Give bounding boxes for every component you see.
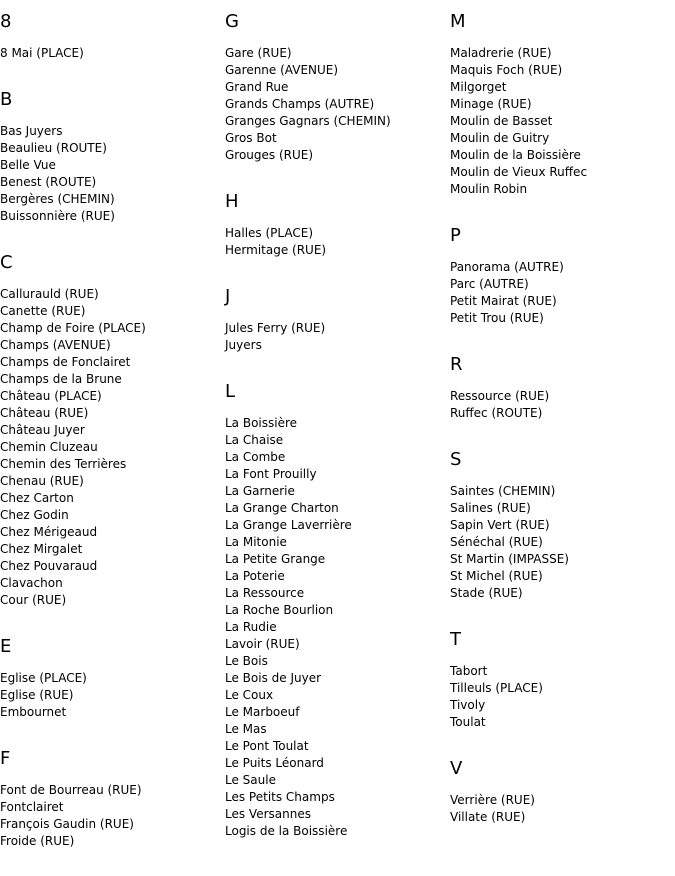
street-list: [225, 320, 447, 354]
letter-group: [450, 628, 672, 731]
index-column: [450, 10, 672, 852]
street-name: Château (PLACE): [0, 389, 102, 403]
street-name: Salines (RUE): [450, 501, 531, 515]
street-name: Logis de la Boissière: [225, 824, 348, 838]
street-name: Chez Mérigeaud: [0, 525, 98, 539]
street-name: Granges Gagnars (CHEMIN): [225, 114, 391, 128]
street-list: [450, 388, 672, 422]
street-name: Bas Juyers: [0, 124, 63, 138]
street-name: Embournet: [0, 705, 67, 719]
letter-group: [0, 88, 222, 225]
street-name: Chemin des Terrières: [0, 457, 127, 471]
letter-group: [0, 635, 222, 721]
group-letter-heading: B: [0, 89, 13, 110]
group-letter-heading: J: [225, 286, 231, 307]
group-letter-heading: V: [450, 758, 463, 779]
street-name: Petit Trou (RUE): [450, 311, 544, 325]
street-name: Benest (ROUTE): [0, 175, 97, 189]
street-name: La Mitonie: [225, 535, 287, 549]
street-name: Froide (RUE): [0, 834, 75, 848]
street-name: Chenau (RUE): [0, 474, 84, 488]
group-letter-heading: C: [0, 252, 13, 273]
street-name: Beaulieu (ROUTE): [0, 141, 107, 155]
street-name: Les Petits Champs: [225, 790, 335, 804]
street-name: Moulin de Guitry: [450, 131, 550, 145]
street-name: Le Bois de Juyer: [225, 671, 322, 685]
letter-group: [450, 448, 672, 602]
group-letter-heading: T: [450, 629, 461, 650]
street-list: [225, 45, 447, 164]
street-name: La Chaise: [225, 433, 284, 447]
street-name: Moulin de Vieux Ruffec: [450, 165, 588, 179]
street-name: Champs de la Brune: [0, 372, 122, 386]
street-name: Grouges (RUE): [225, 148, 314, 162]
group-letter-heading: 8: [0, 11, 12, 32]
street-list: [0, 670, 222, 721]
street-name: Chez Godin: [0, 508, 69, 522]
street-name: Chemin Cluzeau: [0, 440, 98, 454]
letter-group: [450, 353, 672, 422]
street-list: [450, 483, 672, 602]
street-name: Chez Carton: [0, 491, 74, 505]
group-letter-heading: G: [225, 11, 239, 32]
letter-group: [0, 747, 222, 850]
street-name: Halles (PLACE): [225, 226, 314, 240]
street-name: Clavachon: [0, 576, 63, 590]
street-name: Bergères (CHEMIN): [0, 192, 115, 206]
street-list: [0, 286, 222, 609]
street-name: Milgorget: [450, 80, 507, 94]
street-name: Le Marboeuf: [225, 705, 300, 719]
street-name: Le Mas: [225, 722, 267, 736]
street-name: Parc (AUTRE): [450, 277, 529, 291]
street-name: Le Saule: [225, 773, 276, 787]
index-column: [0, 10, 222, 876]
street-name: Stade (RUE): [450, 586, 523, 600]
street-name: Château (RUE): [0, 406, 89, 420]
letter-group: [225, 380, 447, 840]
street-name: Callurauld (RUE): [0, 287, 99, 301]
street-name: Moulin de la Boissière: [450, 148, 581, 162]
street-name: La Combe: [225, 450, 286, 464]
street-name: Le Puits Léonard: [225, 756, 324, 770]
street-name: Château Juyer: [0, 423, 85, 437]
street-name: Eglise (RUE): [0, 688, 74, 702]
street-name: La Garnerie: [225, 484, 295, 498]
street-name: La Roche Bourlion: [225, 603, 334, 617]
street-name: Font de Bourreau (RUE): [0, 783, 142, 797]
street-name: La Poterie: [225, 569, 285, 583]
group-letter-heading: L: [225, 381, 236, 402]
street-list: [0, 123, 222, 225]
street-name: Sapin Vert (RUE): [450, 518, 550, 532]
street-name: Lavoir (RUE): [225, 637, 300, 651]
street-name: Cour (RUE): [0, 593, 67, 607]
group-letter-heading: H: [225, 191, 239, 212]
letter-group: [0, 10, 222, 62]
street-name: Sénéchal (RUE): [450, 535, 543, 549]
street-name: Tilleuls (PLACE): [450, 681, 543, 695]
street-name: La Petite Grange: [225, 552, 326, 566]
street-name: Gare (RUE): [225, 46, 292, 60]
street-name: Les Versannes: [225, 807, 311, 821]
street-list: [450, 792, 672, 826]
street-name: Chez Pouvaraud: [0, 559, 98, 573]
street-name: Le Bois: [225, 654, 268, 668]
street-name: 8 Mai (PLACE): [0, 46, 84, 60]
letter-group: [225, 190, 447, 259]
street-name: Tivoly: [450, 698, 486, 712]
group-letter-heading: S: [450, 449, 462, 470]
group-letter-heading: P: [450, 225, 461, 246]
letter-group: [450, 10, 672, 198]
street-name: Saintes (CHEMIN): [450, 484, 556, 498]
street-name: Fontclairet: [0, 800, 64, 814]
street-list: [225, 225, 447, 259]
street-name: Champs (AVENUE): [0, 338, 111, 352]
letter-group: [225, 285, 447, 354]
street-name: Villate (RUE): [450, 810, 526, 824]
street-name: François Gaudin (RUE): [0, 817, 134, 831]
street-name: St Michel (RUE): [450, 569, 543, 583]
street-name: Ruffec (ROUTE): [450, 406, 543, 420]
street-name: Petit Mairat (RUE): [450, 294, 557, 308]
street-name: Juyers: [225, 338, 262, 352]
street-name: Belle Vue: [0, 158, 56, 172]
letter-group: [450, 757, 672, 826]
street-name: Grands Champs (AUTRE): [225, 97, 375, 111]
street-name: Champs de Fonclairet: [0, 355, 131, 369]
street-name: La Boissière: [225, 416, 298, 430]
street-name: Le Coux: [225, 688, 274, 702]
street-list: [450, 259, 672, 327]
street-name: Le Pont Toulat: [225, 739, 309, 753]
street-name: Ressource (RUE): [450, 389, 550, 403]
street-name: Buissonnière (RUE): [0, 209, 115, 223]
street-name: Eglise (PLACE): [0, 671, 87, 685]
street-name: La Grange Laverrière: [225, 518, 352, 532]
street-list: [450, 45, 672, 198]
street-name: Hermitage (RUE): [225, 243, 327, 257]
street-name: Grand Rue: [225, 80, 289, 94]
street-name: Maquis Foch (RUE): [450, 63, 563, 77]
street-name: Minage (RUE): [450, 97, 532, 111]
street-name: Tabort: [450, 664, 488, 678]
street-name: Garenne (AVENUE): [225, 63, 339, 77]
street-name: La Font Prouilly: [225, 467, 317, 481]
street-name: Panorama (AUTRE): [450, 260, 564, 274]
letter-group: [0, 251, 222, 609]
group-letter-heading: E: [0, 636, 12, 657]
street-name: Maladrerie (RUE): [450, 46, 552, 60]
group-letter-heading: R: [450, 354, 463, 375]
street-name: Toulat: [450, 715, 486, 729]
street-name: Moulin Robin: [450, 182, 528, 196]
street-name: Moulin de Basset: [450, 114, 553, 128]
street-list: [0, 45, 222, 62]
street-name: Gros Bot: [225, 131, 277, 145]
letter-group: [225, 10, 447, 164]
street-name: La Rudie: [225, 620, 277, 634]
street-name: Canette (RUE): [0, 304, 86, 318]
group-letter-heading: F: [0, 748, 11, 769]
street-name: Chez Mirgalet: [0, 542, 83, 556]
street-list: [225, 415, 447, 840]
street-name: La Grange Charton: [225, 501, 339, 515]
letter-group: [450, 224, 672, 327]
street-name: St Martin (IMPASSE): [450, 552, 569, 566]
street-list: [450, 663, 672, 731]
street-name: Champ de Foire (PLACE): [0, 321, 146, 335]
index-column: [225, 10, 447, 866]
street-list: [0, 782, 222, 850]
group-letter-heading: M: [450, 11, 466, 32]
street-name: Verrière (RUE): [450, 793, 535, 807]
street-name: Jules Ferry (RUE): [225, 321, 326, 335]
street-name: La Ressource: [225, 586, 305, 600]
